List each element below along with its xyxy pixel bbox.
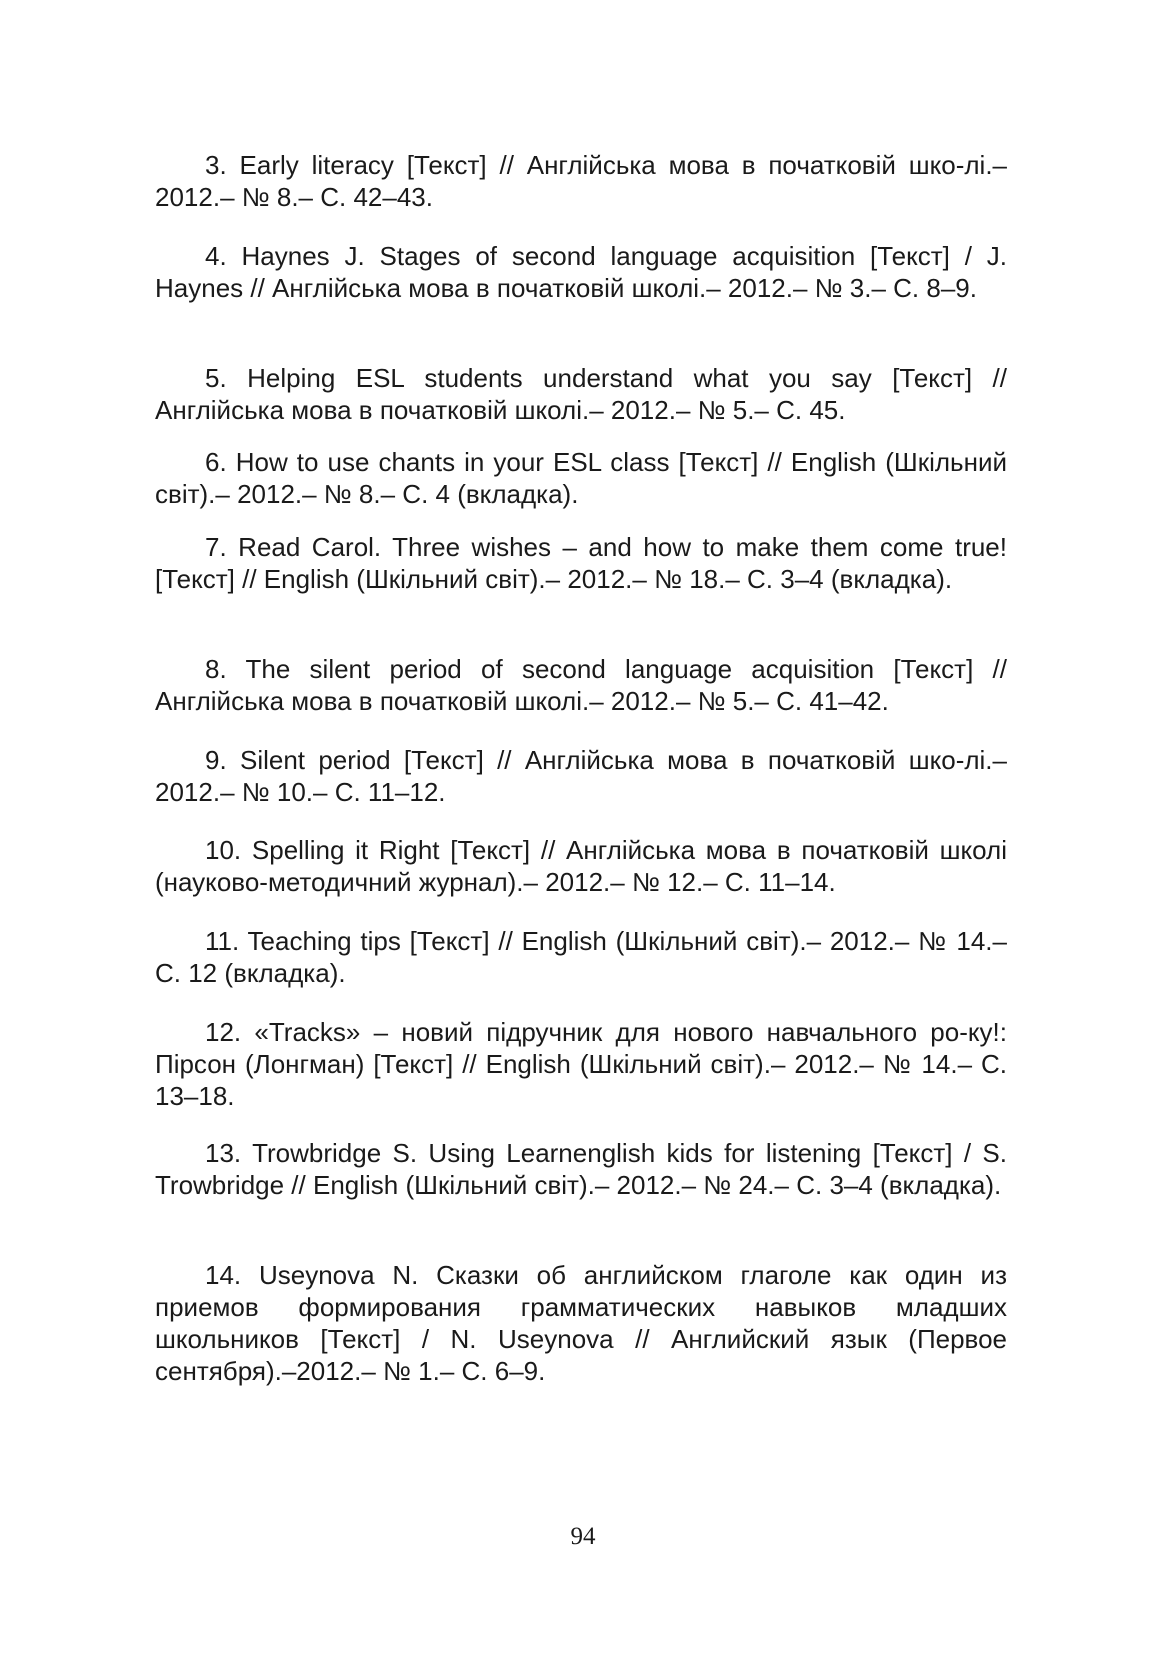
reference-entry-11 [155,925,1007,989]
reference-entry-12 [155,1016,1007,1112]
entry-text: Spelling it Right [Текст] // Англійська мова в початковій школі (науково-методичний журнал).– 2012.– № 12.– С. 11–14. [155,835,1007,897]
entry-text: The silent period of second language acquisition [Текст] // Англійська мова в початковій школі.– 2012.– № 5.– С. 41–42. [155,654,1007,716]
entry-text: Read Carol. Three wishes – and how to make them come true! [Текст] // English (Шкільний світ).– 2012.– № 18.– С. 3–4 (вкладка). [155,532,1007,594]
page-number: 94 [570,1523,596,1550]
entry-text: How to use chants in your ESL class [Текст] // English (Шкільний світ).– 2012.– № 8.– С. 4 (вкладка). [155,447,1007,509]
entry-number: 3. [205,150,227,180]
reference-entry-9 [155,744,1007,808]
entry-number: 14. [205,1260,242,1290]
entry-number: 11. [205,926,240,956]
entry-text: Silent period [Текст] // Англійська мова в початковій шко-лі.– 2012.– № 10.– С. 11–12. [155,745,1007,807]
entry-text: Trowbridge S. Using Learnenglish kids for listening [Текст] / S. Trowbridge // English (Шкільний світ).– 2012.– № 24.– С. 3–4 (вкладка). [155,1138,1007,1200]
entry-number: 10. [205,835,242,865]
entry-text: Haynes J. Stages of second language acquisition [Текст] / J. Haynes // Англійська мова в початковій школі.– 2012.– № 3.– С. 8–9. [155,241,1007,303]
entry-number: 9. [205,745,227,775]
entry-number: 4. [205,241,227,271]
reference-entry-6 [155,446,1007,510]
entry-text: Helping ESL students understand what you say [Текст] // Англійська мова в початковій школі.– 2012.– № 5.– С. 45. [155,363,1007,425]
entry-text: Teaching tips [Текст] // English (Шкільний світ).– 2012.– № 14.– С. 12 (вкладка). [155,926,1007,988]
reference-entry-5 [155,362,1007,426]
entry-number: 12. [205,1017,242,1047]
entry-number: 6. [205,447,227,477]
reference-entry-7 [155,531,1007,595]
reference-entry-13 [155,1137,1007,1201]
reference-entry-10 [155,834,1007,898]
reference-entry-14 [155,1259,1007,1387]
entry-number: 13. [205,1138,242,1168]
entry-number: 5. [205,363,227,393]
entry-text: Early literacy [Текст] // Англійська мова в початковій шко-лі.– 2012.– № 8.– С. 42–43. [155,150,1007,212]
entry-text: «Tracks» – новий підручник для нового навчального ро-ку!: Пірсон (Лонгман) [Текст] // English (Шкільний світ).– 2012.– № 14.– С. 13–18. [155,1017,1007,1111]
entry-text: Useynova N. Сказки об английском глаголе как один из приемов формирования грамматических навыков младших школьников [Текст] / N. Useynova // Английский язык (Первое сентября).–2012.– № 1.– С. 6–9. [155,1260,1007,1386]
reference-entry-3 [155,149,1007,213]
reference-entry-8 [155,653,1007,717]
reference-entry-4 [155,240,1007,304]
entry-number: 8. [205,654,227,684]
entry-number: 7. [205,532,227,562]
